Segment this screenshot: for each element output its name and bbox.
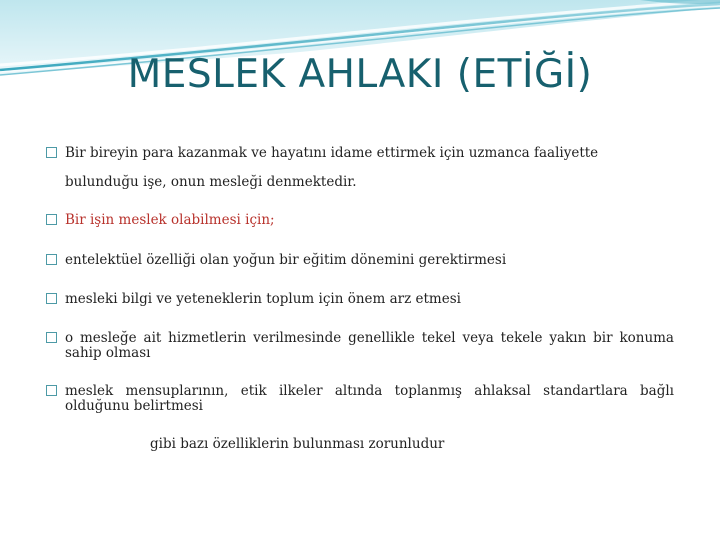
bullet-heading: Bir işin meslek olabilmesi için; xyxy=(65,212,275,228)
bullet-marker-icon xyxy=(46,332,57,343)
bullet-item xyxy=(46,330,674,346)
bullet-continuation: olduğunu belirtmesi xyxy=(65,398,203,414)
bullet-marker-icon xyxy=(46,147,57,158)
bullet-text: entelektüel özelliği olan yoğun bir eğitim dönemini gerektirmesi xyxy=(65,252,507,268)
slide-title: MESLEK AHLAKI (ETİĞİ) xyxy=(127,52,593,97)
bullet-item xyxy=(46,252,674,268)
bullet-item xyxy=(46,383,674,399)
bullet-marker-icon xyxy=(46,254,57,265)
bullet-item xyxy=(46,212,674,228)
bullet-item xyxy=(46,145,674,161)
bullet-text: meslek mensuplarının, etik ilkeler altında toplanmış ahlaksal standartlara bağlı xyxy=(65,383,674,399)
bullet-continuation: bulunduğu işe, onun mesleği denmektedir. xyxy=(65,174,357,190)
bullet-marker-icon xyxy=(46,385,57,396)
bullet-marker-icon xyxy=(46,214,57,225)
bullet-marker-icon xyxy=(46,293,57,304)
bullet-continuation: sahip olması xyxy=(65,345,151,361)
closing-text: gibi bazı özelliklerin bulunması zorunludur xyxy=(150,436,445,452)
bullet-text: o mesleğe ait hizmetlerin verilmesinde genellikle tekel veya tekele yakın bir konuma xyxy=(65,330,674,346)
bullet-text: Bir bireyin para kazanmak ve hayatını idame ettirmek için uzmanca faaliyette xyxy=(65,145,599,161)
bullet-item xyxy=(46,291,674,307)
bullet-text: mesleki bilgi ve yeteneklerin toplum için önem arz etmesi xyxy=(65,291,461,307)
